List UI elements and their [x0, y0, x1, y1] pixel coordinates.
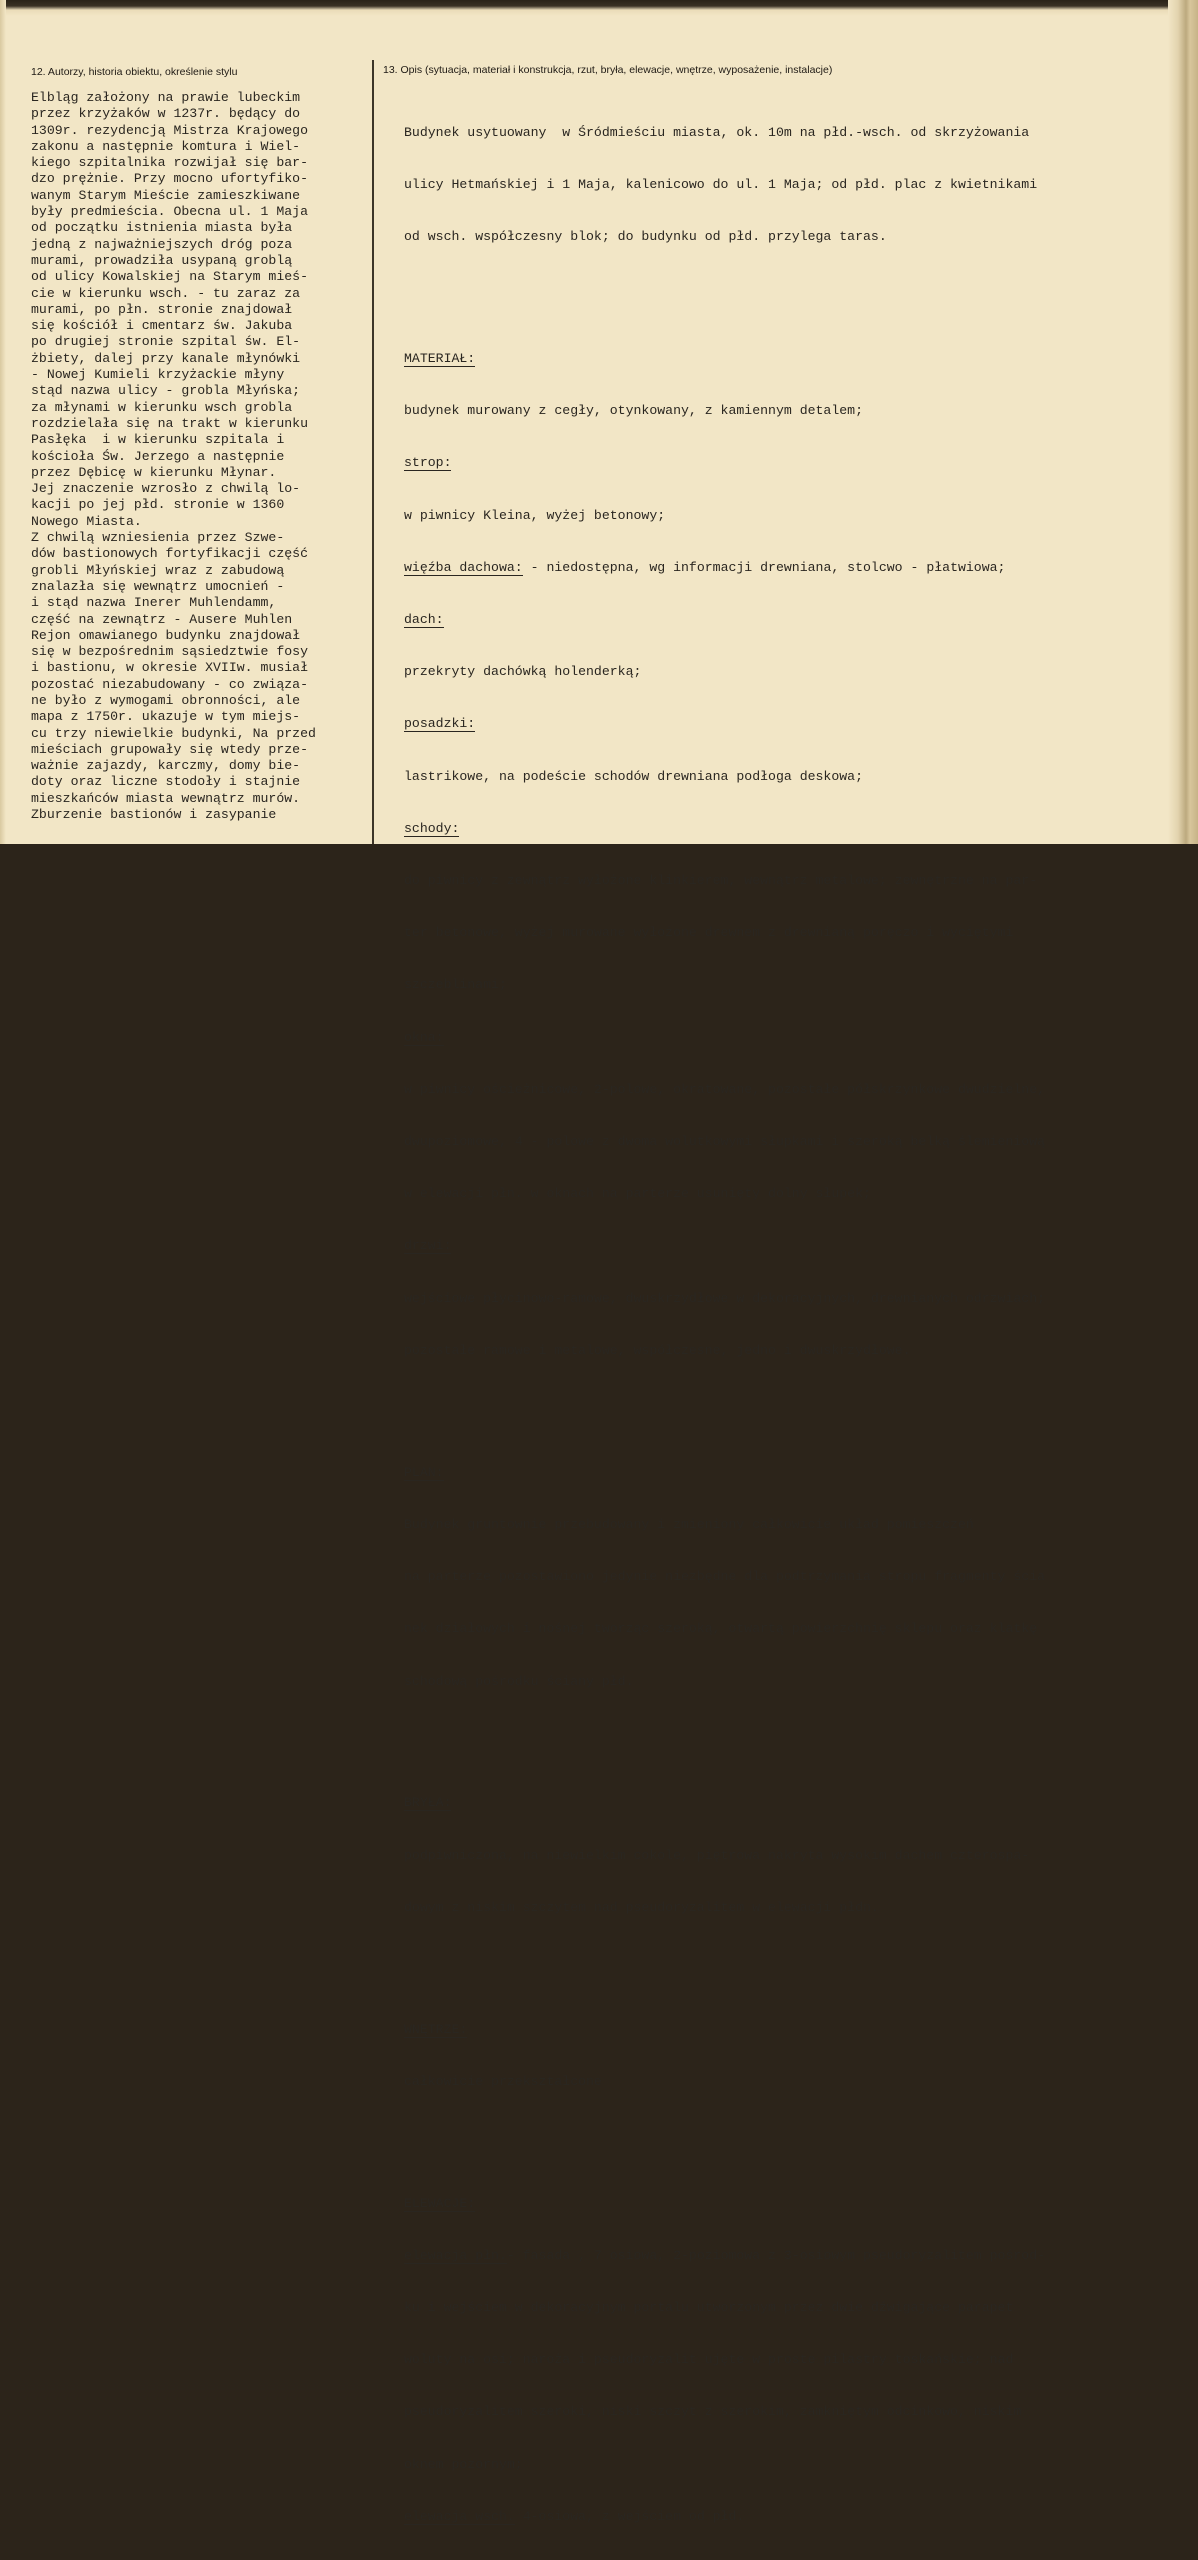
- history-line: przez krzyżaków w 1237r. będący do: [31, 106, 301, 122]
- history-line: zakonu a następnie komtura i Wiel-: [31, 138, 301, 154]
- history-line: po drugiej stronie szpital św. El-: [31, 334, 301, 350]
- elewacja-wsch-label: elewacja wsch.: [404, 2508, 515, 2524]
- elewacja-pln-line: woluty na osi; naroża i pseudoryzalit ujęte w proste pilastry toskańskie; nad: [404, 2352, 1014, 2368]
- history-line: doty oraz liczne stodoły i stajnie: [31, 774, 301, 790]
- plan-line: nek działowych i nośnej tworząc szeroką, otwartą powierzchnię sklepu oraz klatkę: [404, 1621, 1038, 1637]
- schody-line: szczeblinami;: [404, 977, 507, 993]
- page-left-edge: [0, 0, 6, 844]
- okna-line: w elewacji płn. w oknach na parterze usunięty dolny słupek;: [404, 1186, 871, 1202]
- history-line: się kościół i cmentarz św. Jakuba: [31, 318, 293, 334]
- history-line: za młynami w kierunku wsch grobla: [31, 399, 293, 415]
- history-line: Nowego Miasta.: [31, 513, 142, 529]
- history-line: cu trzy niewielkie budynki, Na przed: [31, 725, 316, 741]
- material-heading: MATERIAŁ:: [404, 351, 476, 367]
- dach-heading: dach:: [404, 612, 444, 628]
- history-line: murami, po płn. stronie znajdował: [31, 301, 293, 317]
- history-line: i stąd nazwa Inerer Muhlendamm,: [31, 595, 277, 611]
- elewacja-pln-line: ku i wejściem w dekoracyjnym portalu utworzonym przez dwie dźwigające parapet: [404, 2299, 1014, 2315]
- bryla-line: podpiwniczona, na niewielkim cokole, piętrowa nakryta wysokim dachem czterospa-: [404, 1847, 1030, 1863]
- history-line: żbiety, dalej przy kanale młynówki: [31, 350, 301, 366]
- plan-line: Budynek gruntownie przebudowany i zmieniony całkowicie układ pomieszczeń: [404, 1516, 974, 1532]
- material-text: budynek murowany z cegły, otynkowany, z kamiennym detalem;: [404, 403, 863, 419]
- plan-heading: PLAN:: [404, 1464, 444, 1480]
- section-13-header: 13. Opis (sytuacja, materiał i konstrukcja, rzut, bryła, elewacje, wnętrze, wyposażenie, instalacje): [383, 64, 833, 76]
- history-line: od ulicy Kowalskiej na Starym mieś-: [31, 269, 308, 285]
- wnetrze-heading: WNĘTRZE:: [404, 2021, 468, 2037]
- history-line: znalazła się wewnątrz umocnień -: [31, 578, 285, 594]
- posadzki-text: lastrikowe, na podeście schodów drewniana podłoga deskowa;: [404, 768, 863, 784]
- history-line: Z chwilą wzniesienia przez Szwe-: [31, 530, 285, 546]
- history-line: Zburzenie bastionów i zasypanie: [31, 807, 277, 823]
- history-line: cie w kierunku wsch. - tu zaraz za: [31, 285, 301, 301]
- history-line: jedną z najważniejszych dróg poza: [31, 236, 293, 252]
- elewacja-pln-label: elewacja płn.: [404, 2247, 507, 2263]
- okna-line: w piwnicy ościeżnicowe, 2-polowe, okratowane, pozostałe półskrzynkowe dwudzielne,: [404, 1081, 1046, 1097]
- okna-heading: okna:: [404, 1029, 444, 1045]
- history-line: dów bastionowych fortyfikacji część: [31, 546, 308, 562]
- history-line: były predmieścia. Obecna ul. 1 Maja: [31, 204, 308, 220]
- description-text: [404, 89, 1189, 2560]
- history-line: grobli Młyńskiej wraz z zabudową: [31, 562, 285, 578]
- elewacja-pln-line: pseudoryzalitem szeroki, niski szczyt z szerokim, zamkniętym odcinkowo, niskim: [404, 2404, 1022, 2420]
- drzwi-line: wejściowe płycinowo-ramowe, dwuskrzydłowe w dekoracyjnych, drewnianych odrzwiach;: [404, 1290, 1046, 1306]
- history-line: przez Dębicę w kierunku Młynar.: [31, 464, 277, 480]
- history-line: mapa z 1750r. ukazuje w tym miejs-: [31, 709, 301, 725]
- history-line: mieszkańców miasta wewnątrz murów.: [31, 790, 301, 806]
- posadzki-heading: posadzki:: [404, 716, 476, 732]
- history-line: pozostać niezabudowany - co związa-: [31, 676, 308, 692]
- history-line: stąd nazwa ulicy - grobla Młyńska;: [31, 383, 301, 399]
- schody-heading: schody:: [404, 820, 460, 836]
- history-text: [31, 90, 376, 823]
- history-line: Rejon omawianego budynku znajdował: [31, 627, 301, 643]
- bryla-line: dowym z niskim szczytem nad pseudoryzalitem w elewacji płdn.: [404, 1899, 879, 1915]
- wiezba-heading: więźba dachowa:: [404, 559, 523, 575]
- drzwi-heading: drzwi:: [404, 1238, 452, 1254]
- history-line: kościoła Św. Jerzego a następnie: [31, 448, 285, 464]
- intro-line: od wsch. współczesny blok; do budynku od płd. przylega taras.: [404, 229, 887, 245]
- history-line: część na zewnątrz - Ausere Muhlen: [31, 611, 293, 627]
- history-line: ne było z wymogami obronności, ale: [31, 692, 301, 708]
- plan-line: schodową pośrodku ściany płd.: [404, 1673, 634, 1689]
- history-line: murami, prowadziła usypaną groblą: [31, 252, 293, 268]
- history-line: dzo prężnie. Przy mocno ufortyfiko-: [31, 171, 308, 187]
- history-line: Jej znaczenie wzrosło z chwilą lo-: [31, 481, 301, 497]
- section-12-header: 12. Autorzy, historia obiektu, określenie stylu: [31, 66, 238, 78]
- history-line: i bastionu, w okresie XVIIw. musiał: [31, 660, 308, 676]
- history-line: kiego szpitalnika rozwijał się bar-: [31, 155, 308, 171]
- history-line: się w bezpośrednim sąsiedztwie fosy: [31, 644, 308, 660]
- plan-line: na parterze pozostawiono jedynie niezbędne dla podtrzymania stropu fragmenty ścia: [404, 1569, 1046, 1585]
- wnetrze-text: całkowicie przekształcone: [404, 2073, 602, 2089]
- history-line: wanym Starym Mieście zamieszkiwane: [31, 187, 301, 203]
- history-line: Pasłęka i w kierunku szpitala i: [31, 432, 285, 448]
- intro-line: Budynek usytuowany w Śródmieściu miasta, ok. 10m na płd.-wsch. od skrzyżowania: [404, 124, 1030, 140]
- history-line: ważnie zajazdy, karczmy, domy bie-: [31, 758, 301, 774]
- schody-line: do piwnicy z zewnątrz wyłożone klinkierem, wewnątrz metalowe; zewnętrzne na par-: [404, 873, 1038, 889]
- drzwi-line: pozostałe ramowe i metalowe, współczesne, jedno i dwuskrzydłowe.: [404, 1342, 911, 1358]
- okna-line: dwupoziomowe, 4 - polowe z dwoma wolutkowymi słupkami i szeroką belką ślemieniową: [404, 1134, 1046, 1150]
- bryla-heading: BRYŁA:: [404, 1795, 452, 1811]
- schody-line: ter betonowe, wyżej murowane wyłożone drewnem z drewnianą poręczo i wyciętymi: [404, 925, 1014, 941]
- elewacje-heading: ELEWACJE:: [404, 2195, 476, 2211]
- elewacja-pln-line: - fasada , 7 osiowa, 2-poziomowa z 3-osiowym pseudoryzalitem pośrod-: [506, 2247, 1046, 2263]
- strop-text: w piwnicy Kleina, wyżej betonowy;: [404, 507, 666, 523]
- history-line: od początku istnienia miasta była: [31, 220, 293, 236]
- wiezba-text: - niedostępna, wg informacji drewniana, stolcwo - płatwiowa;: [522, 559, 1006, 575]
- history-line: mieściach grupowały się wtedy prze-: [31, 741, 308, 757]
- dach-text: przekryty dachówką holenderką;: [404, 664, 642, 680]
- elewacja-pln-line: oknem pozornym;: [404, 2456, 523, 2472]
- intro-line: ulicy Hetmańskiej i 1 Maja, kalenicowo do ul. 1 Maja; od płd. plac z kwietnikami: [404, 177, 1038, 193]
- history-line: kacji po jej płd. stronie w 1360: [31, 497, 285, 513]
- history-line: rozdzielała się na trakt w kierunku: [31, 415, 308, 431]
- elewacja-wsch-text: 4-osiowa, z wejściem od płd.: [514, 2508, 745, 2524]
- history-line: - Nowej Kumieli krzyżackie młyny: [31, 367, 285, 383]
- strop-heading: strop:: [404, 455, 452, 471]
- page-top-edge: [0, 0, 1198, 16]
- history-line: 1309r. rezydencją Mistrza Krajowego: [31, 122, 308, 138]
- history-line: Elbląg założony na prawie lubeckim: [31, 90, 301, 105]
